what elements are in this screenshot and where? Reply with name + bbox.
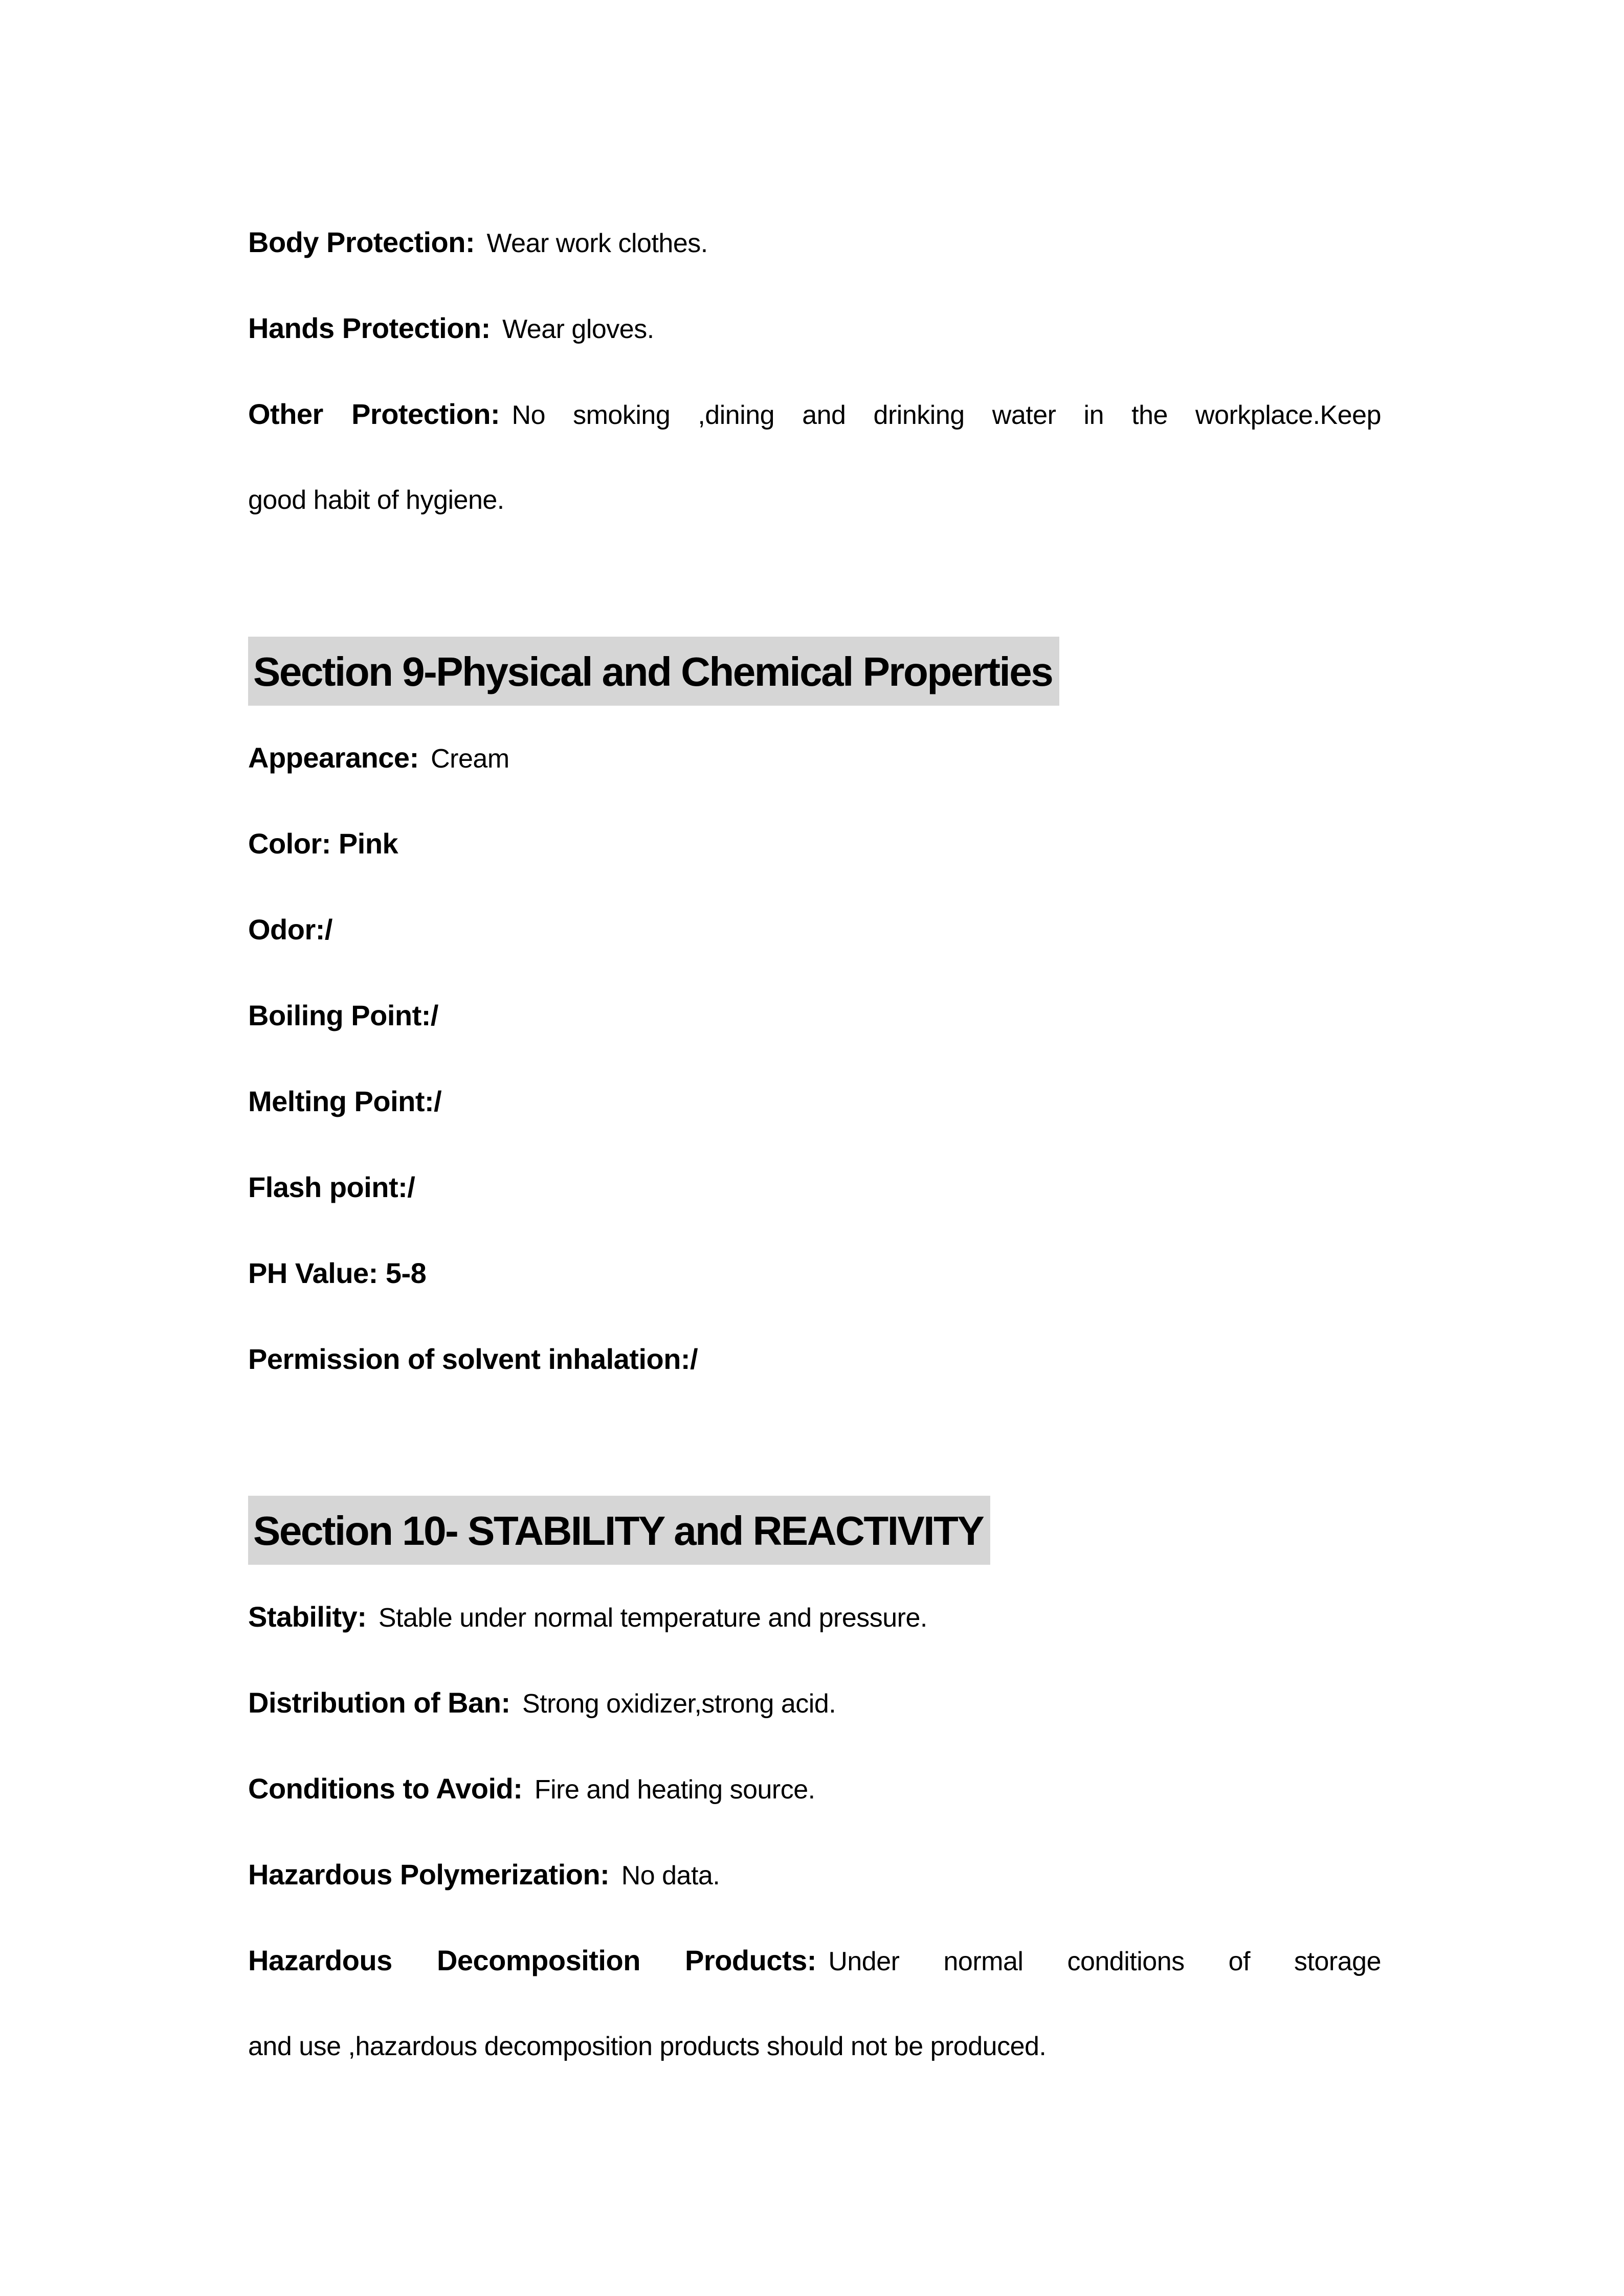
hands-protection-value: Wear gloves.: [502, 314, 654, 344]
hazardous-decomposition-label: Hazardous Decomposition Products:: [248, 1944, 816, 1976]
other-protection-label: Other Protection:: [248, 398, 500, 430]
field-stability: [248, 1574, 1381, 1660]
field-body-protection: [248, 199, 1381, 285]
color-text: Color: Pink: [248, 827, 398, 860]
hazardous-polymerization-value: No data.: [621, 1861, 720, 1890]
solvent-inhalation-text: Permission of solvent inhalation:/: [248, 1343, 698, 1375]
body-protection-label: Body Protection:: [248, 226, 475, 258]
distribution-of-ban-label: Distribution of Ban:: [248, 1686, 510, 1719]
field-other-protection-line2: [248, 457, 1381, 543]
field-odor: [248, 887, 1381, 973]
distribution-of-ban-value: Strong oxidizer,strong acid.: [522, 1689, 836, 1719]
field-color: [248, 801, 1381, 887]
field-other-protection-line1: [248, 371, 1381, 457]
field-flash-point: [248, 1144, 1381, 1230]
boiling-point-text: Boiling Point:/: [248, 999, 438, 1031]
section-10-heading: [248, 1488, 1381, 1574]
conditions-to-avoid-value: Fire and heating source.: [534, 1775, 815, 1805]
field-melting-point: [248, 1059, 1381, 1144]
field-distribution-of-ban: [248, 1660, 1381, 1746]
field-solvent-inhalation: [248, 1316, 1381, 1402]
other-protection-value: No smoking ,dining and drinking water in the workplace.Keep: [511, 400, 1382, 430]
stability-label: Stability:: [248, 1601, 367, 1633]
field-ph-value: [248, 1230, 1381, 1316]
hazardous-polymerization-label: Hazardous Polymerization:: [248, 1858, 610, 1890]
field-appearance: [248, 715, 1381, 801]
flash-point-text: Flash point:/: [248, 1171, 415, 1203]
field-hazardous-decomposition-line2: [248, 2004, 1381, 2089]
blank-line: [248, 1402, 1381, 1488]
stability-value: Stable under normal temperature and pressure.: [378, 1603, 927, 1633]
hazardous-decomposition-value-cont: and use ,hazardous decomposition products should not be produced.: [248, 2032, 1047, 2061]
appearance-value: Cream: [431, 744, 509, 774]
field-hazardous-decomposition-line1: [248, 1918, 1381, 2004]
conditions-to-avoid-label: Conditions to Avoid:: [248, 1772, 523, 1805]
field-conditions-to-avoid: [248, 1746, 1381, 1832]
section-9-heading: [248, 629, 1381, 715]
blank-line: [248, 543, 1381, 629]
ph-value-text: PH Value: 5-8: [248, 1257, 427, 1289]
page-content: [248, 199, 1381, 2089]
odor-text: Odor:/: [248, 913, 332, 946]
section-9-heading-text: Section 9-Physical and Chemical Properties: [248, 637, 1059, 706]
field-boiling-point: [248, 973, 1381, 1059]
other-protection-value-cont: good habit of hygiene.: [248, 485, 504, 515]
field-hazardous-polymerization: [248, 1832, 1381, 1918]
body-protection-value: Wear work clothes.: [486, 229, 708, 258]
hands-protection-label: Hands Protection:: [248, 312, 491, 344]
hazardous-decomposition-value: Under normal conditions of storage: [828, 1947, 1382, 1976]
section-10-heading-text: Section 10- STABILITY and REACTIVITY: [248, 1496, 990, 1565]
melting-point-text: Melting Point:/: [248, 1085, 442, 1117]
field-hands-protection: [248, 285, 1381, 371]
appearance-label: Appearance:: [248, 741, 419, 774]
